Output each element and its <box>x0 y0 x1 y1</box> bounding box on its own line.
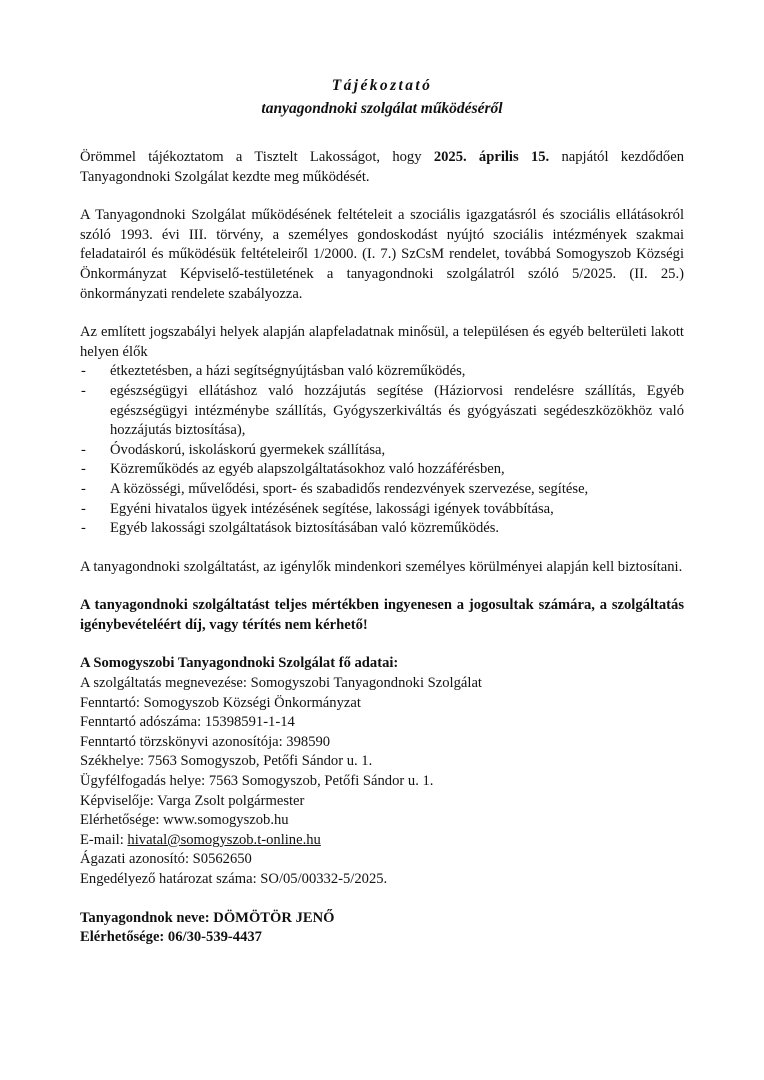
maintainer: Fenntartó: Somogyszob Községi Önkormányzat <box>80 694 361 711</box>
list-item: - Óvodáskorú, iskoláskorú gyermekek szállítása, <box>81 441 386 458</box>
registry-id: Fenntartó törzskönyvi azonosítója: 398590 <box>80 733 331 750</box>
list-item: - Közreműködés az egyéb alapszolgáltatásokhoz való hozzáférésben, <box>81 461 505 478</box>
tax-number: Fenntartó adószáma: 15398591-1-14 <box>80 714 295 731</box>
service-name: A szolgáltatás megnevezése: Somogyszobi Tanyagondnoki Szolgálat <box>80 675 482 692</box>
tasks-intro: Az említett jogszabályi helyek alapján alapfeladatnak minősül, a településen és egyéb belterületi lakott helyen élők <box>80 324 684 360</box>
seat-address: Székhelye: 7563 Somogyszob, Petőfi Sándor u. 1. <box>80 753 373 770</box>
list-item: - Egyéb lakossági szolgáltatások biztosításában való közreműködés. <box>81 520 500 537</box>
free-service-notice: A tanyagondnoki szolgáltatást teljes mértékben ingyenesen a jogosultak számára, a szolgáltatás igénybevételéért díj, vagy térítés nem kérhető! <box>80 597 684 633</box>
legal-paragraph: A Tanyagondnoki Szolgálat működésének feltételeit a szociális igazgatásról és szociális ellátásokról szóló 1993. évi III. törvény, a személyes gondoskodást nyújtó szociális intézmények szakmai feladatairól és működésük feltételeiről 1/2000. (I. 7.) SzCsM rendelet, továbbá Somogyszob Községi Önkormányzat Képviselő-testületének a tanyagondnoki szolgálatról szóló 5/2025. (II. 25.) önkormányzati rendelete szabályozza. <box>80 207 684 302</box>
sector-id: Ágazati azonosító: S0562650 <box>80 851 252 868</box>
facts-heading: A Somogyszobi Tanyagondnoki Szolgálat fő adatai: <box>80 655 399 672</box>
service-facts <box>80 654 684 889</box>
start-date: 2025. április 15. <box>433 149 550 165</box>
email-link[interactable]: hivatal@somogyszob.t-online.hu <box>127 831 321 848</box>
caretaker-phone: Elérhetősége: 06/30-539-4437 <box>80 929 262 946</box>
website: Elérhetősége: www.somogyszob.hu <box>80 812 289 829</box>
intro-paragraph: Örömmel tájékoztatom a Tisztelt Lakosságot, hogy 2025. április 15. napjától kezdődően Tanyagondnoki Szolgálat kezdte meg működését. <box>80 149 685 185</box>
representative: Képviselője: Varga Zsolt polgármester <box>80 792 305 809</box>
permit-number: Engedélyező határozat száma: SO/05/00332-5/2025. <box>80 871 388 887</box>
document-page <box>80 76 684 948</box>
list-item: - étkeztetésben, a házi segítségnyújtásban való közreműködés, <box>81 363 466 380</box>
list-item: - Egyéni hivatalos ügyek intézésének segítése, lakossági igények továbbítása, <box>81 500 554 517</box>
tasks-list <box>80 362 684 538</box>
contact-block <box>80 909 684 948</box>
list-item: - egészségügyi ellátáshoz való hozzájutás segítése (Háziorvosi rendelésre szállítás, Egyéb egészségügyi intézménybe szállítás, Gyógyszerkiváltás és gyógyászati segédeszközökhöz való hozzájutás biztosítása), <box>81 382 684 439</box>
office-address: Ügyfélfogadás helye: 7563 Somogyszob, Petőfi Sándor u. 1. <box>80 773 434 790</box>
provision-paragraph: A tanyagondnoki szolgáltatást, az igénylők mindenkori személyes körülményei alapján kell biztosítani. <box>80 558 683 575</box>
list-item: - A közösségi, művelődési, sport- és szabadidős rendezvények szervezése, segítése, <box>81 480 589 497</box>
caretaker-name: Tanyagondnok neve: DÖMÖTÖR JENŐ <box>80 909 335 926</box>
document-title: Tájékoztató <box>331 77 433 94</box>
email-row: E-mail: hivatal@somogyszob.t-online.hu <box>80 831 321 848</box>
document-subtitle: tanyagondnoki szolgálat működéséről <box>261 100 503 117</box>
